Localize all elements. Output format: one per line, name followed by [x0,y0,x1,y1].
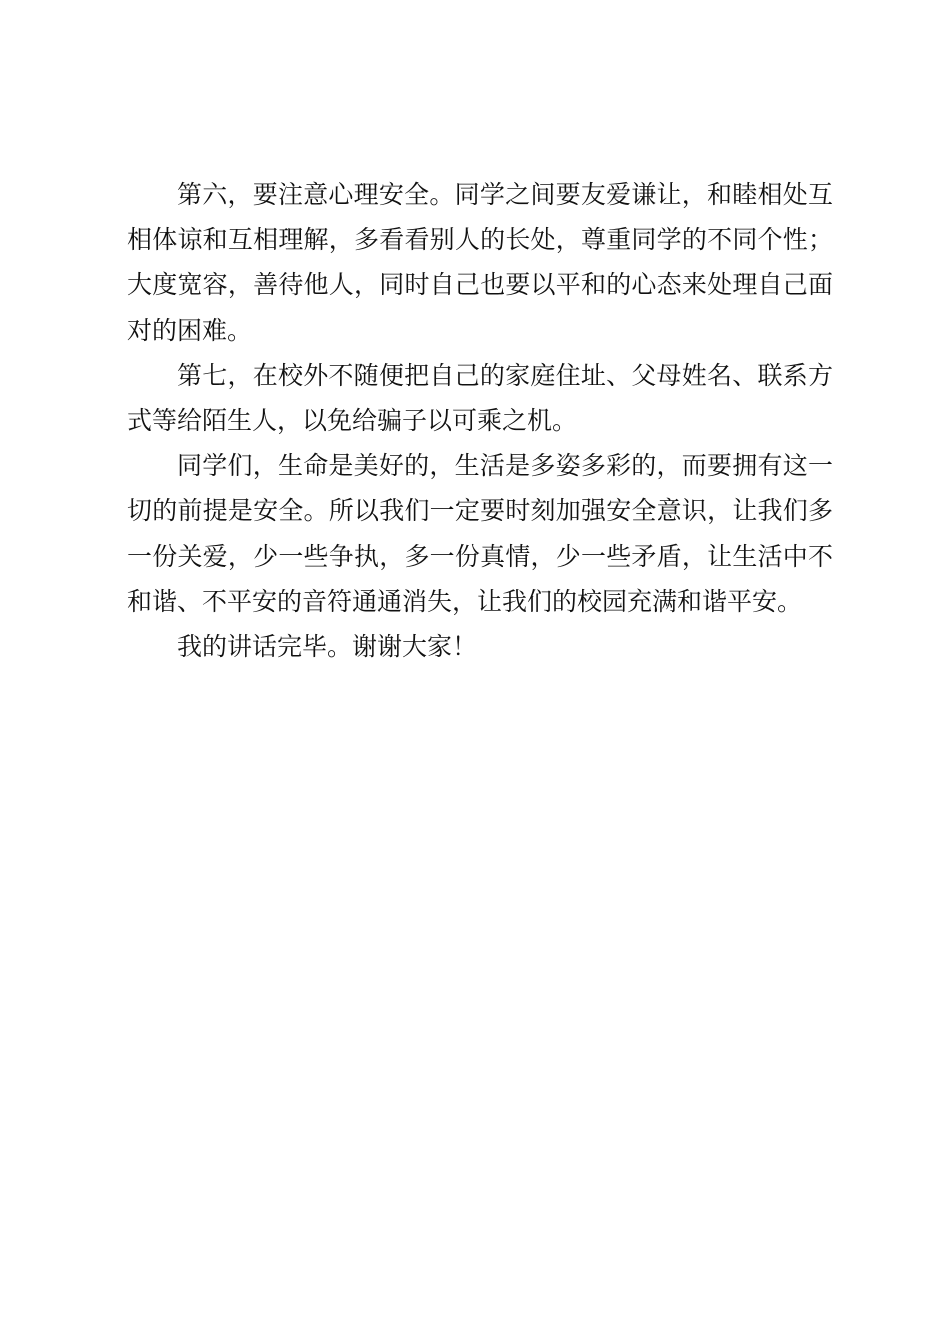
paragraph-closing-appeal: 同学们，生命是美好的，生活是多姿多彩的，而要拥有这一切的前提是安全。所以我们一定要时刻加强安全意识，让我们多一份关爱，少一些争执，多一份真情，少一些矛盾，让生活中不和谐、不平安的音符通通消失，让我们的校园充满和谐平安。 [127,451,833,616]
paragraph-personal-info: 第七，在校外不随便把自己的家庭住址、父母姓名、联系方式等给陌生人，以免给骗子以可乘之机。 [127,360,833,436]
document-body [127,172,833,669]
paragraph-mental-safety: 第六，要注意心理安全。同学之间要友爱谦让，和睦相处互相体谅和互相理解，多看看别人的长处，尊重同学的不同个性；大度宽容，善待他人，同时自己也要以平和的心态来处理自己面对的困难。 [127,180,833,345]
paragraph-thanks: 我的讲话完毕。谢谢大家！ [177,632,478,662]
